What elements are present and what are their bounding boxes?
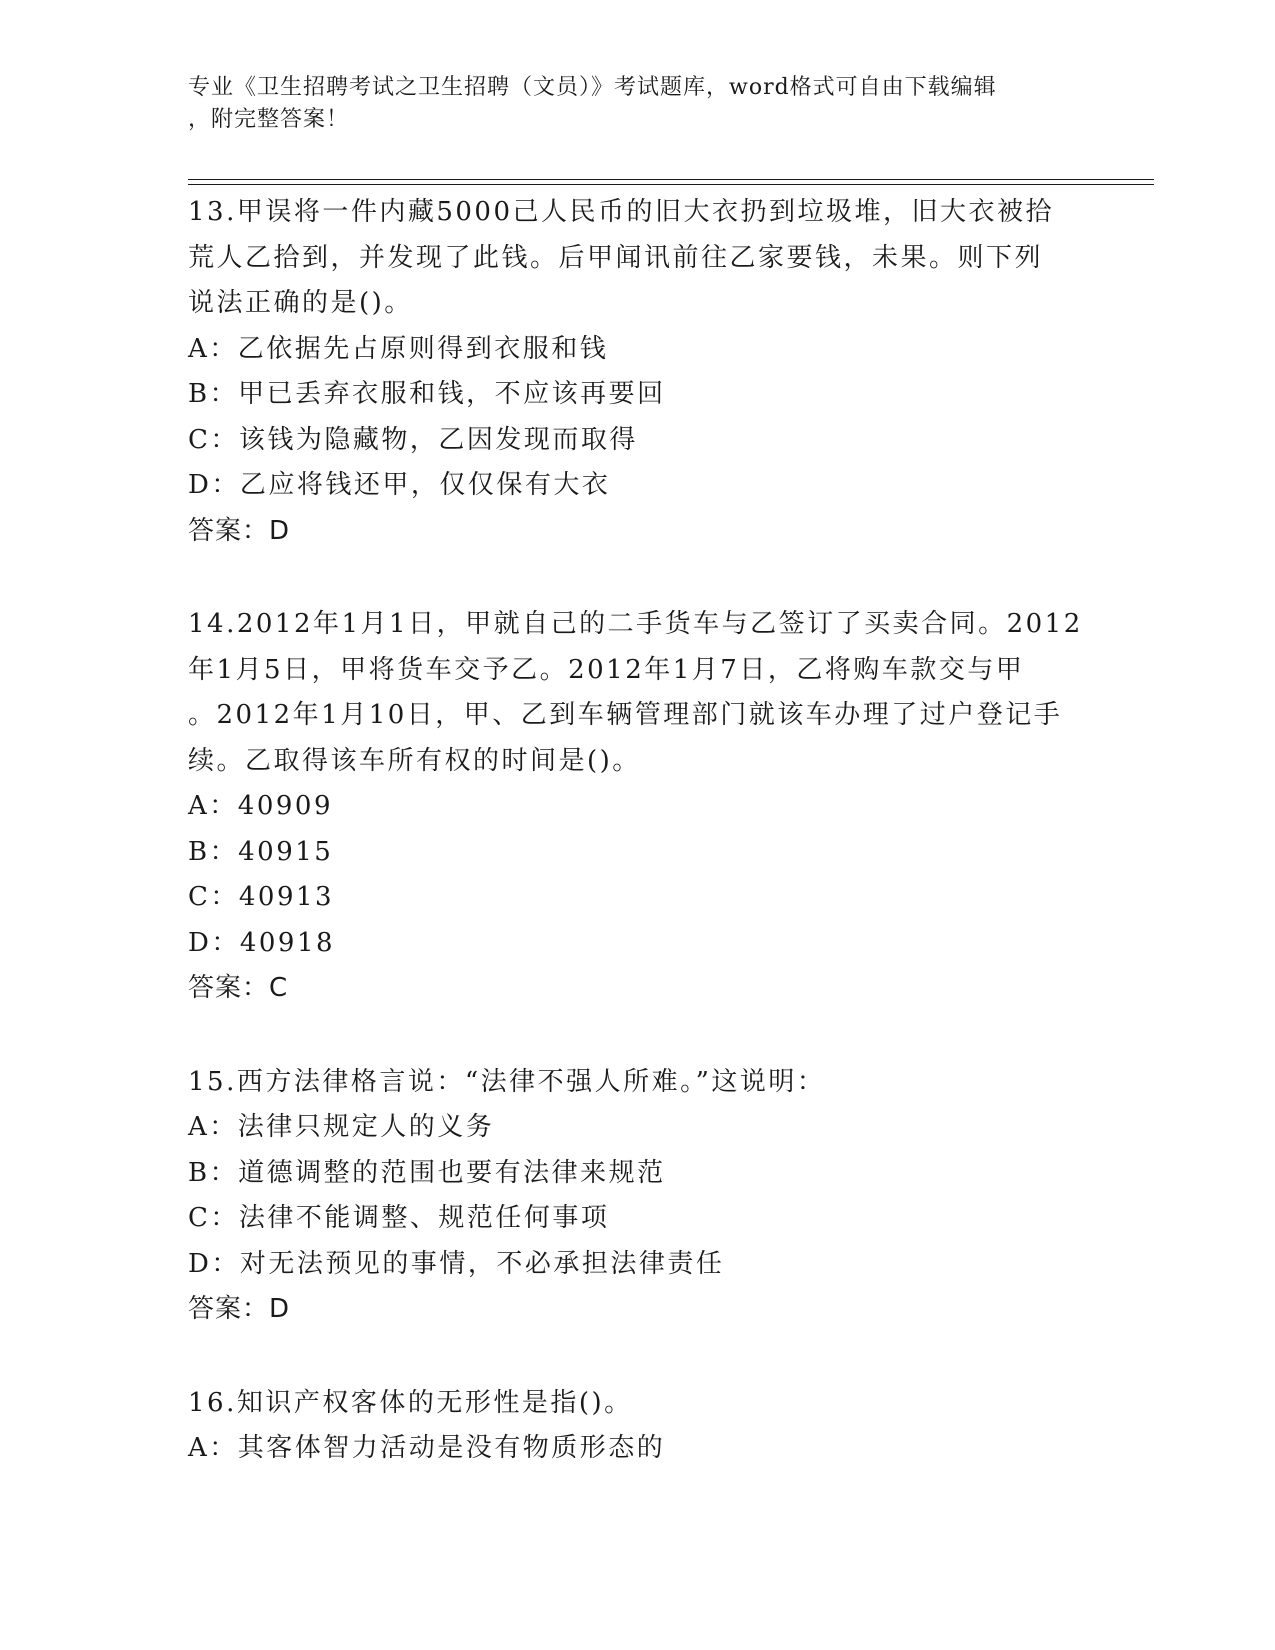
option-d: D：40918 xyxy=(188,927,336,958)
option-c: C：法律不能调整、规范任何事项 xyxy=(188,1203,610,1233)
option-b: B：甲已丢弃衣服和钱，不应该再要回 xyxy=(188,379,666,409)
question-stem-line: 说法正确的是()。 xyxy=(188,288,413,318)
document-header xyxy=(188,72,1088,136)
question-stem-line: 荒人乙拾到，并发现了此钱。后甲闻讯前往乙家要钱，未果。则下列 xyxy=(188,242,1044,273)
option-c: C：40913 xyxy=(188,882,335,912)
question-list xyxy=(188,190,1088,1520)
option-a: A：40909 xyxy=(188,791,333,821)
question-stem-line: 。2012年1月10日，甲、乙到车辆管理部门就该车办理了过户登记手 xyxy=(188,700,1063,730)
option-a: A：乙依据先占原则得到衣服和钱 xyxy=(188,333,609,364)
question-16 xyxy=(188,1381,1088,1472)
header-line-2: ，附完整答案！ xyxy=(188,107,350,132)
option-b: B：40915 xyxy=(188,836,334,867)
question-stem-line: 15.西方法律格言说：“法律不强人所难。”这说明： xyxy=(188,1066,826,1097)
option-d: D：乙应将钱还甲，仅仅保有大衣 xyxy=(188,470,611,500)
header-line-1: 专业《卫生招聘考试之卫生招聘（文员）》考试题库，word格式可自由下载编辑 xyxy=(188,75,997,100)
option-b: B：道德调整的范围也要有法律来规范 xyxy=(188,1157,666,1188)
question-14 xyxy=(188,602,1088,1012)
question-stem-line: 14.2012年1月1日，甲就自己的二手货车与乙签订了买卖合同。2012 xyxy=(188,609,1083,639)
question-stem-line: 年1月5日，甲将货车交予乙。2012年1月7日，乙将购车款交与甲 xyxy=(188,654,1025,685)
question-stem-line: 13.甲误将一件内藏5000己人民币的旧大衣扔到垃圾堆，旧大衣被拾 xyxy=(188,197,1055,227)
answer-line: 答案：D xyxy=(188,515,291,546)
answer-line: 答案：D xyxy=(188,1294,291,1324)
option-a: A：法律只规定人的义务 xyxy=(188,1112,495,1142)
option-a: A：其客体智力活动是没有物质形态的 xyxy=(188,1433,666,1463)
header-divider-bottom xyxy=(188,184,1154,185)
question-stem-line: 16.知识产权客体的无形性是指()。 xyxy=(188,1387,633,1418)
option-c: C：该钱为隐藏物，乙因发现而取得 xyxy=(188,424,638,455)
question-15 xyxy=(188,1060,1088,1333)
header-divider-top xyxy=(188,179,1154,180)
answer-line: 答案：C xyxy=(188,973,289,1003)
question-13 xyxy=(188,190,1088,554)
option-d: D：对无法预见的事情，不必承担法律责任 xyxy=(188,1248,725,1279)
question-stem-line: 续。乙取得该车所有权的时间是()。 xyxy=(188,745,641,776)
